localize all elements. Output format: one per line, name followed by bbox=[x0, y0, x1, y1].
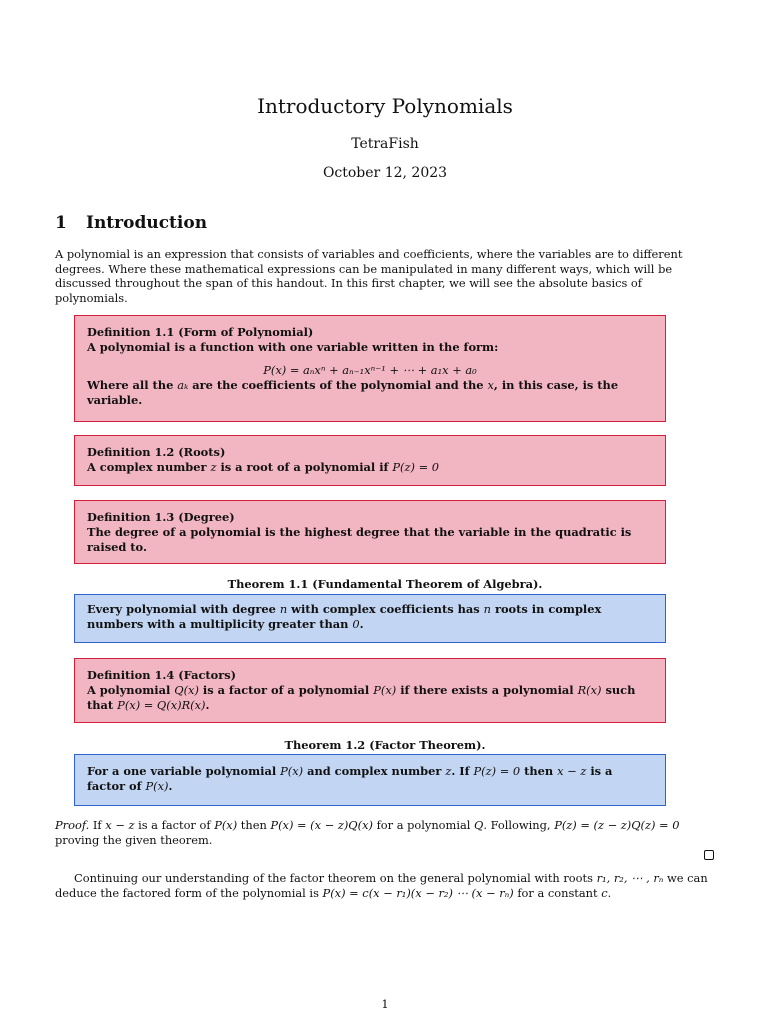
definition-text: A polynomial is a function with one variable written in the form: bbox=[87, 340, 499, 354]
proof-paragraph: Proof. If x − z is a factor of P(x) then P(x) = (x − z)Q(x) for a polynomial Q. Following, P(z) = (z − z)Q(z) = 0 proving the given theorem. bbox=[55, 818, 680, 847]
section-title: Introduction bbox=[86, 213, 208, 233]
polynomial-formula: P(x) = aₙxⁿ + aₙ₋₁xⁿ⁻¹ + ⋯ + a₁x + a₀ bbox=[263, 363, 477, 377]
page-number: 1 bbox=[381, 997, 389, 1011]
definition-text: A polynomial Q(x) is a factor of a polynomial P(x) if there exists a polynomial R(x) such that P(x) = Q(x)R(x). bbox=[87, 683, 636, 712]
theorem-text: Every polynomial with degree n with complex coefficients has n roots in complex numbers with a multiplicity greater than 0. bbox=[87, 602, 602, 631]
document-author: TetraFish bbox=[351, 136, 419, 152]
definition-box-factors bbox=[74, 658, 666, 723]
theorem-heading: Theorem 1.1 (Fundamental Theorem of Algebra). bbox=[227, 577, 543, 591]
definition-heading: Definition 1.3 (Degree) bbox=[87, 510, 235, 524]
theorem-heading: Theorem 1.2 (Factor Theorem). bbox=[284, 738, 486, 752]
definition-text: A complex number z is a root of a polynomial if P(z) = 0 bbox=[87, 460, 439, 474]
theorem-box-fundamental bbox=[74, 594, 666, 643]
section-heading bbox=[55, 213, 207, 233]
section-number: 1 bbox=[55, 213, 67, 233]
proof-label: Proof. bbox=[55, 818, 90, 832]
theorem-box-factor bbox=[74, 754, 666, 806]
document-title: Introductory Polynomials bbox=[257, 94, 513, 118]
definition-text: Where all the aₖ are the coefficients of the polynomial and the x, in this case, is the variable. bbox=[87, 378, 619, 407]
intro-paragraph: A polynomial is an expression that consists of variables and coefficients, where the variables are to different degrees. Where these mathematical expressions can be manipulated in many different ways, which will be discussed throughout the span of this handout. In this first chapter, we will see the absolute basics of polynomials. bbox=[55, 247, 683, 305]
definition-heading: Definition 1.4 (Factors) bbox=[87, 668, 237, 682]
definition-text: The degree of a polynomial is the highest degree that the variable in the quadratic is raised to. bbox=[87, 525, 632, 554]
definition-heading: Definition 1.1 (Form of Polynomial) bbox=[87, 325, 314, 339]
definition-heading: Definition 1.2 (Roots) bbox=[87, 445, 226, 459]
document-date: October 12, 2023 bbox=[322, 165, 448, 181]
qed-square-icon bbox=[704, 850, 714, 860]
definition-box-form bbox=[74, 315, 666, 422]
definition-box-roots bbox=[74, 435, 666, 486]
theorem-text: For a one variable polynomial P(x) and complex number z. If P(z) = 0 then x − z is a factor of P(x). bbox=[87, 764, 613, 793]
closing-paragraph: Continuing our understanding of the factor theorem on the general polynomial with roots r₁, r₂, ⋯ , rₙ we can deduce the factored form of the polynomial is P(x) = c(x − r₁)(x − r₂) ⋯ (x − rₙ) for a constant c. bbox=[55, 871, 708, 900]
definition-box-degree bbox=[74, 500, 666, 564]
